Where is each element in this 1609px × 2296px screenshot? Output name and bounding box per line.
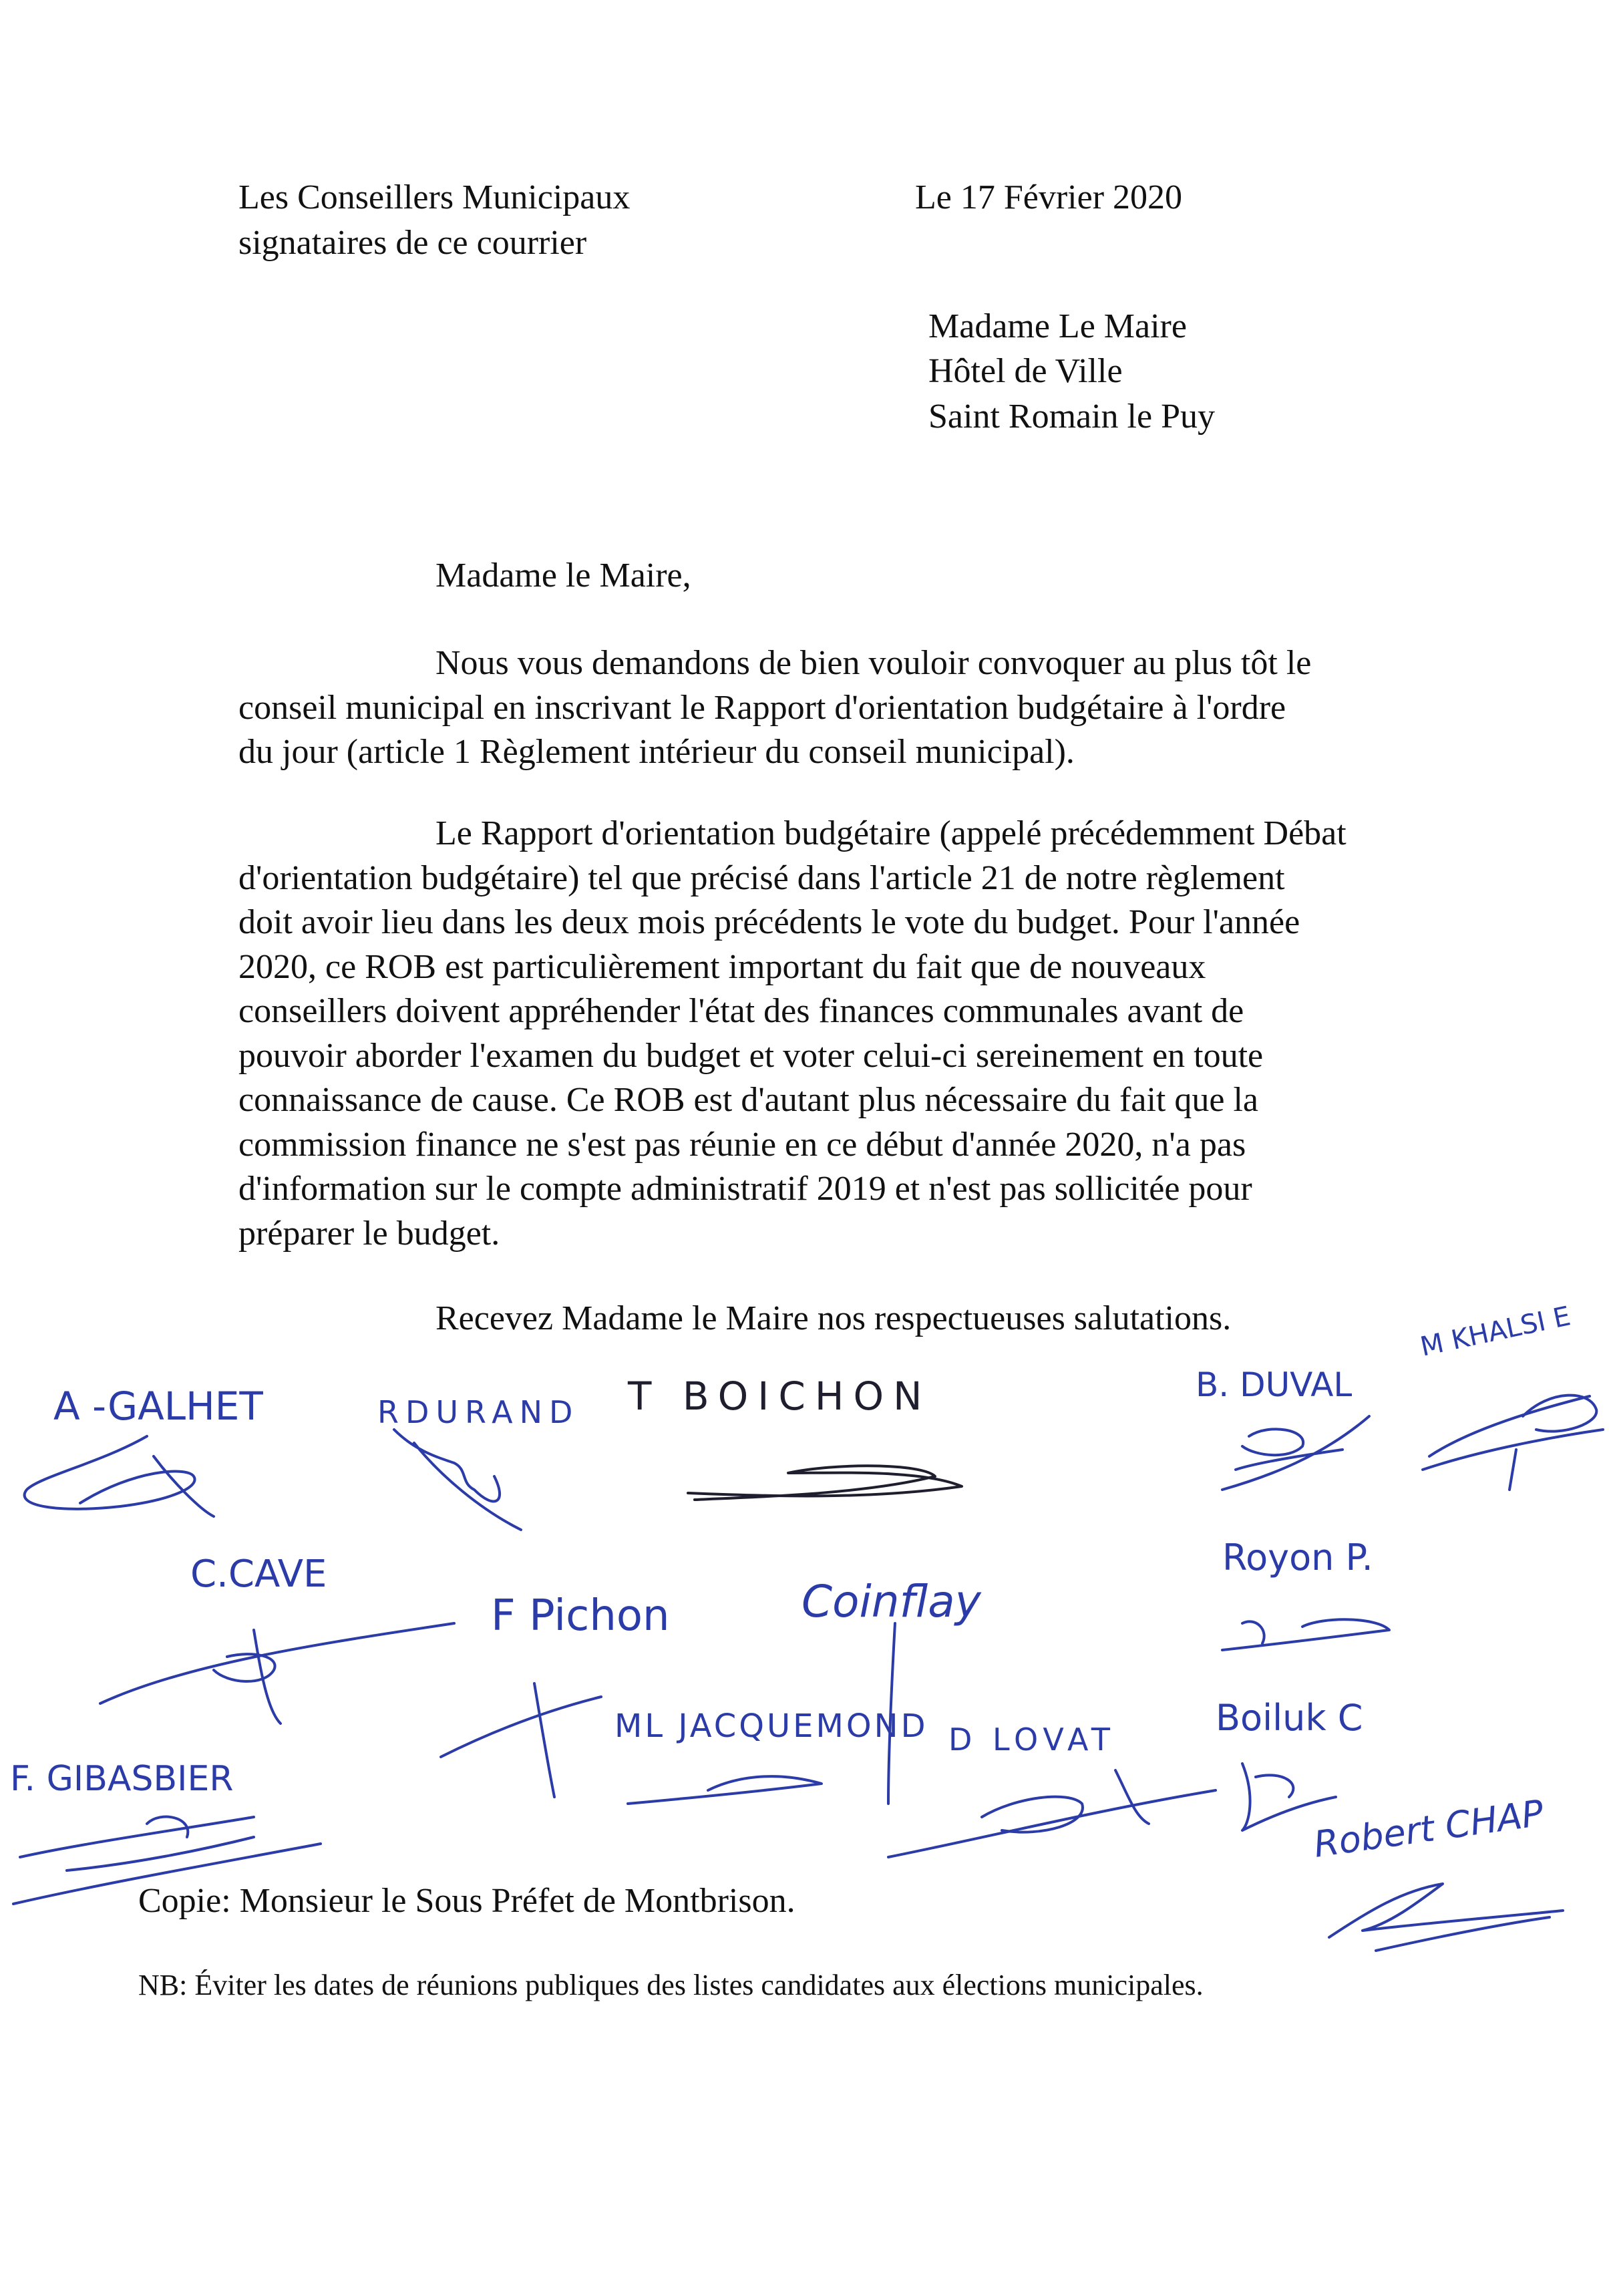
copy-line: Copie: Monsieur le Sous Préfet de Montbrison. (138, 1882, 795, 1920)
sender-line-2: signataires de ce courrier (238, 224, 587, 262)
paragraph-1-line: conseil municipal en inscrivant le Rapport d'orientation budgétaire à l'ordre (238, 688, 1286, 727)
closing-line: Recevez Madame le Maire nos respectueuses salutations. (435, 1299, 1232, 1337)
paragraph-2-line: 2020, ce ROB est particulièrement important du fait que de nouveaux (238, 947, 1206, 986)
signature-jacquemond-name: ML JACQUEMOND (614, 1707, 928, 1745)
salutation: Madame le Maire, (435, 556, 691, 595)
signature-durand (377, 1394, 579, 1530)
signature-coinflay (801, 1576, 982, 1804)
paragraph-2-line: préparer le budget. (238, 1214, 500, 1253)
signature-royon (1222, 1536, 1389, 1650)
paragraph-2-line: conseillers doivent appréhender l'état des finances communales avant de (238, 992, 1244, 1030)
signature-galhet-name: A -GALHET (53, 1383, 263, 1429)
signature-boiluk-name: Boiluk C (1216, 1697, 1363, 1739)
signature-chap-name: Robert CHAP (1311, 1792, 1546, 1866)
paragraph-2-line: connaissance de cause. Ce ROB est d'autant plus nécessaire du fait que la (238, 1081, 1258, 1119)
paragraph-1-line: du jour (article 1 Règlement intérieur du conseil municipal). (238, 733, 1075, 771)
sender-line-1: Les Conseillers Municipaux (238, 178, 631, 216)
recipient-line-3: Saint Romain le Puy (928, 397, 1215, 436)
signature-jacquemond (441, 1683, 928, 1804)
signature-cave-name: C.CAVE (190, 1552, 327, 1596)
letter-date: Le 17 Février 2020 (915, 178, 1183, 216)
signature-coinflay-name: Coinflay (801, 1576, 981, 1627)
paragraph-2-line: doit avoir lieu dans les deux mois précédents le vote du budget. Pour l'année (238, 903, 1300, 941)
nb-line: NB: Éviter les dates de réunions publiques des listes candidates aux élections municipales. (138, 1969, 1204, 2001)
signature-gibasbier-name: F. GIBASBIER (10, 1759, 234, 1799)
paragraph-2-line: d'information sur le compte administratif 2019 et n'est pas sollicitée pour (238, 1170, 1252, 1208)
paragraph-1-line: Nous vous demandons de bien vouloir convoquer au plus tôt le (435, 644, 1312, 682)
paragraph-2-line: Le Rapport d'orientation budgétaire (appelé précédemment Débat (435, 814, 1347, 852)
signature-duval-name: B. DUVAL (1196, 1365, 1353, 1404)
signature-lovat-name: D LOVAT (948, 1721, 1115, 1758)
signature-boichon-name: T BOICHON (628, 1373, 932, 1419)
paragraph-2-line: d'orientation budgétaire) tel que précisé dans l'article 21 de notre règlement (238, 858, 1285, 897)
paragraph-2-line: pouvoir aborder l'examen du budget et voter celui-ci sereinement en toute (238, 1036, 1264, 1075)
paragraph-2-line: commission finance ne s'est pas réunie en ce début d'année 2020, n'a pas (238, 1125, 1246, 1164)
signature-cave (100, 1552, 454, 1724)
signature-khalsi-name: M KHALSI E (1417, 1301, 1574, 1363)
recipient-line-1: Madame Le Maire (928, 307, 1187, 345)
signature-royon-name: Royon P. (1222, 1536, 1373, 1579)
signature-khalsi (1418, 1301, 1603, 1490)
signature-chap (1311, 1792, 1563, 1951)
signature-pichon (491, 1591, 670, 1641)
signature-durand-name: RDURAND (377, 1394, 580, 1430)
recipient-line-2: Hôtel de Ville (928, 352, 1123, 390)
signature-galhet (25, 1383, 264, 1516)
signature-duval (1196, 1365, 1369, 1490)
signature-boichon (627, 1373, 962, 1500)
signature-boiluk (1216, 1697, 1363, 1830)
signature-lovat (888, 1721, 1216, 1857)
signature-pichon-name: F Pichon (491, 1591, 670, 1641)
